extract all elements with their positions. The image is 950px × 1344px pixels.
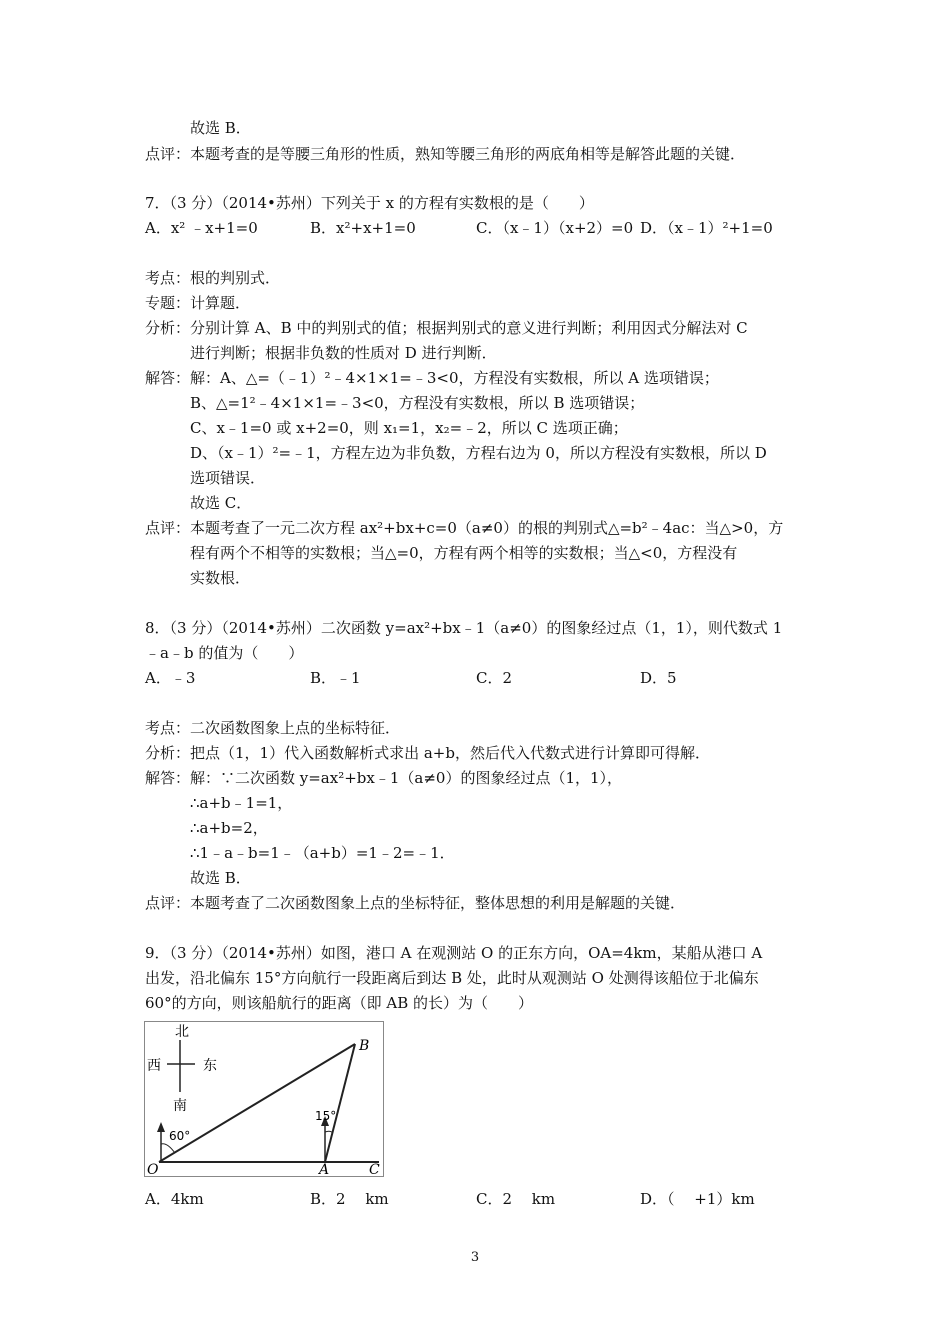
angle-label-o: 60° [169, 1129, 191, 1143]
q7-jieda-3: C、x﹣1=0 或 x+2=0，则 x₁=1，x₂=﹣2，所以 C 选项正确； [190, 419, 628, 437]
prev-choose: 故选 B． [190, 119, 251, 137]
q9-option-a: A．4km [145, 1190, 204, 1208]
q9-figure [144, 1021, 384, 1177]
q7-jieda-6: 故选 C． [190, 494, 252, 512]
q8-pingping: 点评：本题考查了二次函数图象上点的坐标特征，整体思想的利用是解题的关键． [145, 894, 686, 912]
q8-kaodian: 考点：二次函数图象上点的坐标特征． [145, 719, 401, 737]
q9-stem-3: 60°的方向，则该船航行的距离（即 AB 的长）为（ ） [145, 994, 533, 1012]
q7-option-a: A．x² ﹣x+1=0 [145, 219, 258, 237]
q7-stem: 7．（3 分）（2014•苏州）下列关于 x 的方程有实数根的是（ ） [145, 194, 594, 212]
q7-zhuanti: 专题：计算题． [145, 294, 251, 312]
point-label-c: C [369, 1162, 380, 1176]
angle-arc-o [161, 1144, 175, 1153]
compass-east: 东 [203, 1058, 217, 1074]
q7-fenxi-1: 分析：分别计算 A、B 中的判别式的值；根据判别式的意义进行判断；利用因式分解法对 C [145, 319, 748, 337]
q8-option-b: B．﹣1 [310, 669, 361, 687]
compass-west: 西 [147, 1058, 161, 1074]
q7-jieda-2: B、△=1²﹣4×1×1=﹣3<0，方程没有实数根，所以 B 选项错误； [190, 394, 645, 412]
q8-option-d: D．5 [640, 669, 677, 687]
q7-pingping-1: 点评：本题考查了一元二次方程 ax²+bx+c=0（a≠0）的根的判别式△=b²﹣4ac：当△>0，方 [145, 519, 784, 537]
point-label-b: B [359, 1038, 370, 1054]
segment-ab [325, 1044, 355, 1162]
q7-jieda-5: 选项错误． [190, 469, 266, 487]
q9-stem-1: 9．（3 分）（2014•苏州）如图，港口 A 在观测站 O 的正东方向，OA=4km，某船从港口 A [145, 944, 763, 962]
q7-pingping-3: 实数根． [190, 569, 251, 587]
q9-option-c: C．2 km [476, 1190, 556, 1208]
q8-jieda-2: ∴a+b﹣1=1， [190, 794, 293, 812]
q8-option-c: C．2 [476, 669, 513, 687]
q8-jieda-4: ∴1﹣a﹣b=1﹣（a+b）=1﹣2=﹣1． [190, 844, 455, 862]
page-number: 3 [470, 1250, 480, 1265]
q8-fenxi: 分析：把点（1，1）代入函数解析式求出 a+b，然后代入代数式进行计算即可得解． [145, 744, 710, 762]
q9-figure-svg [145, 1022, 383, 1176]
q7-option-d: D．（x﹣1）²+1=0 [640, 219, 773, 237]
q8-stem-2: ﹣a﹣b 的值为（ ） [145, 644, 304, 662]
q8-stem-1: 8．（3 分）（2014•苏州）二次函数 y=ax²+bx﹣1（a≠0）的图象经过点（1，1），则代数式 1 [145, 619, 783, 637]
q7-kaodian: 考点：根的判别式． [145, 269, 281, 287]
q7-jieda-1: 解答：解：A、△=（﹣1）²﹣4×1×1=﹣3<0，方程没有实数根，所以 A 选项错误； [145, 369, 719, 387]
q8-jieda-1: 解答：解：∵二次函数 y=ax²+bx﹣1（a≠0）的图象经过点（1，1）， [145, 769, 623, 787]
q9-option-b: B．2 km [310, 1190, 389, 1208]
q9-stem-2: 出发，沿北偏东 15°方向航行一段距离后到达 B 处，此时从观测站 O 处测得该船位于北偏东 [145, 969, 759, 987]
q7-option-c: C．（x﹣1）（x+2）=0 [476, 219, 634, 237]
q7-option-b: B．x²+x+1=0 [310, 219, 416, 237]
compass-south: 南 [173, 1098, 187, 1114]
q7-jieda-4: D、（x﹣1）²=﹣1，方程左边为非负数，方程右边为 0，所以方程没有实数根，所以 D [190, 444, 767, 462]
q9-option-d: D．（ +1）km [640, 1190, 755, 1208]
prev-comment: 点评：本题考查的是等腰三角形的性质，熟知等腰三角形的两底角相等是解答此题的关键． [145, 145, 746, 163]
point-label-a: A [319, 1162, 330, 1176]
q7-fenxi-2: 进行判断；根据非负数的性质对 D 进行判断． [190, 344, 497, 362]
point-label-o: O [147, 1162, 159, 1176]
q8-jieda-3: ∴a+b=2， [190, 819, 268, 837]
q7-pingping-2: 程有两个不相等的实数根；当△=0，方程有两个相等的实数根；当△<0，方程没有 [190, 544, 738, 562]
compass-north: 北 [175, 1024, 189, 1040]
angle-label-a: 15° [315, 1109, 337, 1123]
q8-jieda-5: 故选 B． [190, 869, 251, 887]
q8-option-a: A．﹣3 [145, 669, 196, 687]
north-arrowhead-o [157, 1122, 165, 1132]
